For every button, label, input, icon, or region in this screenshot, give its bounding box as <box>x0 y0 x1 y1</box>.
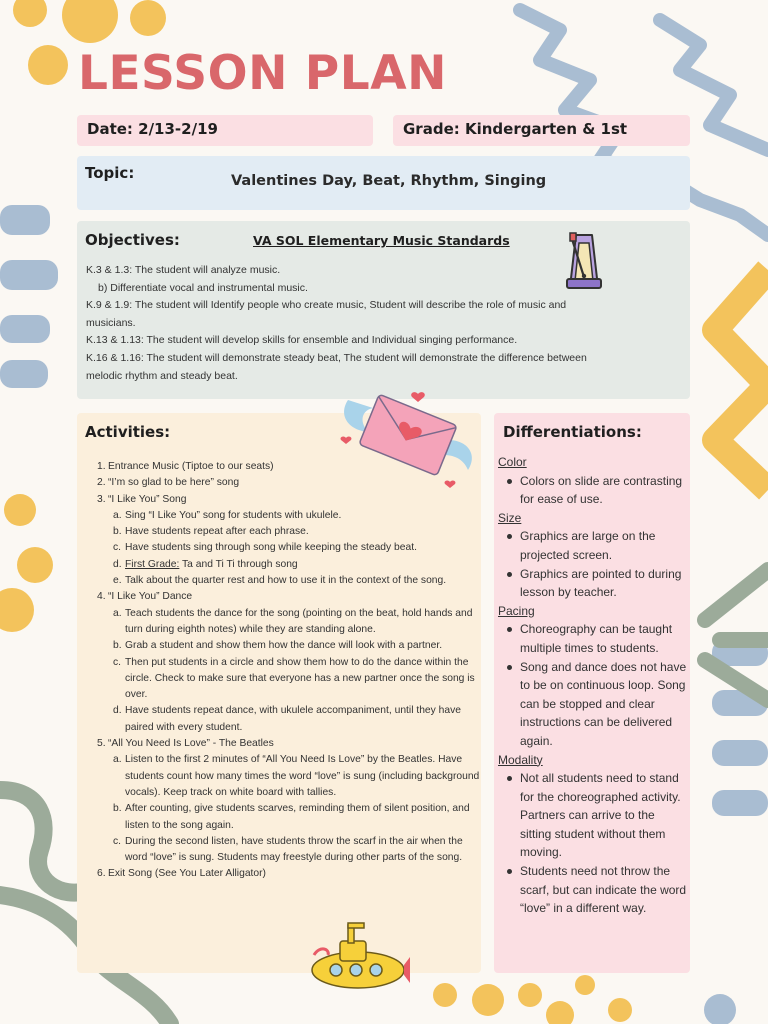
list-sub-item: c. Then put students in a circle and show them how to do the dance within the circle. Check to make sure that everyone has a new partner once the song is over. <box>113 656 475 701</box>
grade-field <box>393 115 690 146</box>
list-item: Students need not throw the scarf, but can indicate the word “love” in a different way. <box>498 862 688 918</box>
standards-link[interactable]: VA SOL Elementary Music Standards <box>253 233 510 248</box>
list-item: 2. “I’m so glad to be here” song <box>97 477 240 489</box>
list-sub-item: d. First Grade: Ta and Ti Ti through song <box>113 558 298 570</box>
list-sub-item: d. Have students repeat dance, with ukulele accompaniment, until they have paired with every student. <box>113 705 461 733</box>
diff-heading: Size <box>498 510 522 525</box>
yellow-submarine-icon <box>300 915 410 995</box>
page-title: LESSON PLAN <box>78 46 447 101</box>
list-item: 4. “I Like You” Dance <box>97 591 193 603</box>
objectives-section <box>77 221 690 399</box>
differentiations-list <box>498 453 688 918</box>
objective-line: b) Differentiate vocal and instrumental music. <box>98 281 308 294</box>
activities-list <box>97 459 481 883</box>
diff-heading: Color <box>498 455 527 469</box>
diff-heading: Pacing <box>498 603 535 618</box>
diff-heading: Modality <box>498 752 543 767</box>
differentiations-label: Differentiations: <box>503 423 642 441</box>
list-sub-item: b. Grab a student and show them how the dance will look with a partner. <box>113 640 443 652</box>
objective-line: K.9 & 1.9: The student will Identify people who create music, Student will describe the role of music and <box>86 299 567 312</box>
list-item: 5. “All You Need Is Love” - The Beatles <box>97 738 274 750</box>
list-sub-item: a. Listen to the first 2 minutes of “All You Need Is Love” by the Beatles. Have students count how many times the word “love” is sung (including background vocals). Keep track on white board with tallies. <box>113 754 480 798</box>
list-item: Graphics are large on the projected screen. <box>498 527 688 564</box>
list-sub-item: a. Sing “I Like You” song for students with ukulele. <box>113 509 342 521</box>
list-item: Graphics are pointed to during lesson by teacher. <box>498 565 688 602</box>
list-item: Not all students need to stand for the choreographed activity. Partners can arrive to the sitting student without them moving. <box>498 769 688 862</box>
differentiations-section <box>494 413 690 973</box>
objective-line: melodic rhythm and steady beat. <box>86 369 238 382</box>
list-item: Song and dance does not have to be on continuous loop. Song can be stopped and clear instructions can be delivered again. <box>498 658 688 751</box>
list-sub-item: c. During the second listen, have students throw the scarf in the air when the word “love” is sung. Students may freestyle during other parts of the song. <box>113 835 463 864</box>
list-sub-item: a. Teach students the dance for the song (pointing on the beat, hold hands and turn during eighth notes) while they are standing alone. <box>113 607 473 635</box>
objective-line: musicians. <box>86 316 136 329</box>
list-sub-item: b. Have students repeat after each phrase. <box>113 526 309 538</box>
objective-line: K.13 & 1.13: The student will develop skills for ensemble and Individual singing performance. <box>86 334 518 347</box>
list-sub-item: b. After counting, give students scarves, reminding them of silent position, and listen to the song again. <box>113 803 470 831</box>
objectives-list <box>86 262 666 385</box>
topic-section <box>77 156 690 210</box>
objective-line: K.3 & 1.3: The student will analyze music. <box>86 264 281 276</box>
grade-text: Grade: Kindergarten & 1st <box>403 120 628 138</box>
love-letter-icon <box>338 380 478 490</box>
list-sub-item: c. Have students sing through song while keeping the steady beat. <box>113 542 417 554</box>
date-text: Date: 2/13-2/19 <box>87 120 218 138</box>
list-sub-item: e. Talk about the quarter rest and how to use it in the context of the song. <box>113 575 447 587</box>
topic-label: Topic: <box>85 164 135 182</box>
objective-line: K.16 & 1.16: The student will demonstrate steady beat, The student will demonstrate the difference between <box>86 351 587 364</box>
activities-section <box>77 413 481 973</box>
list-item: 6. Exit Song (See You Later Alligator) <box>97 868 266 880</box>
list-item: 1. Entrance Music (Tiptoe to our seats) <box>97 461 274 472</box>
activities-label: Activities: <box>85 423 171 441</box>
list-item: Choreography can be taught multiple times to students. <box>498 620 688 657</box>
list-item: Colors on slide are contrasting for ease of use. <box>498 472 688 509</box>
objectives-label: Objectives: <box>85 231 180 249</box>
date-field <box>77 115 373 146</box>
topic-value: Valentines Day, Beat, Rhythm, Singing <box>231 173 547 189</box>
list-item: 3. “I Like You” Song <box>97 493 187 505</box>
